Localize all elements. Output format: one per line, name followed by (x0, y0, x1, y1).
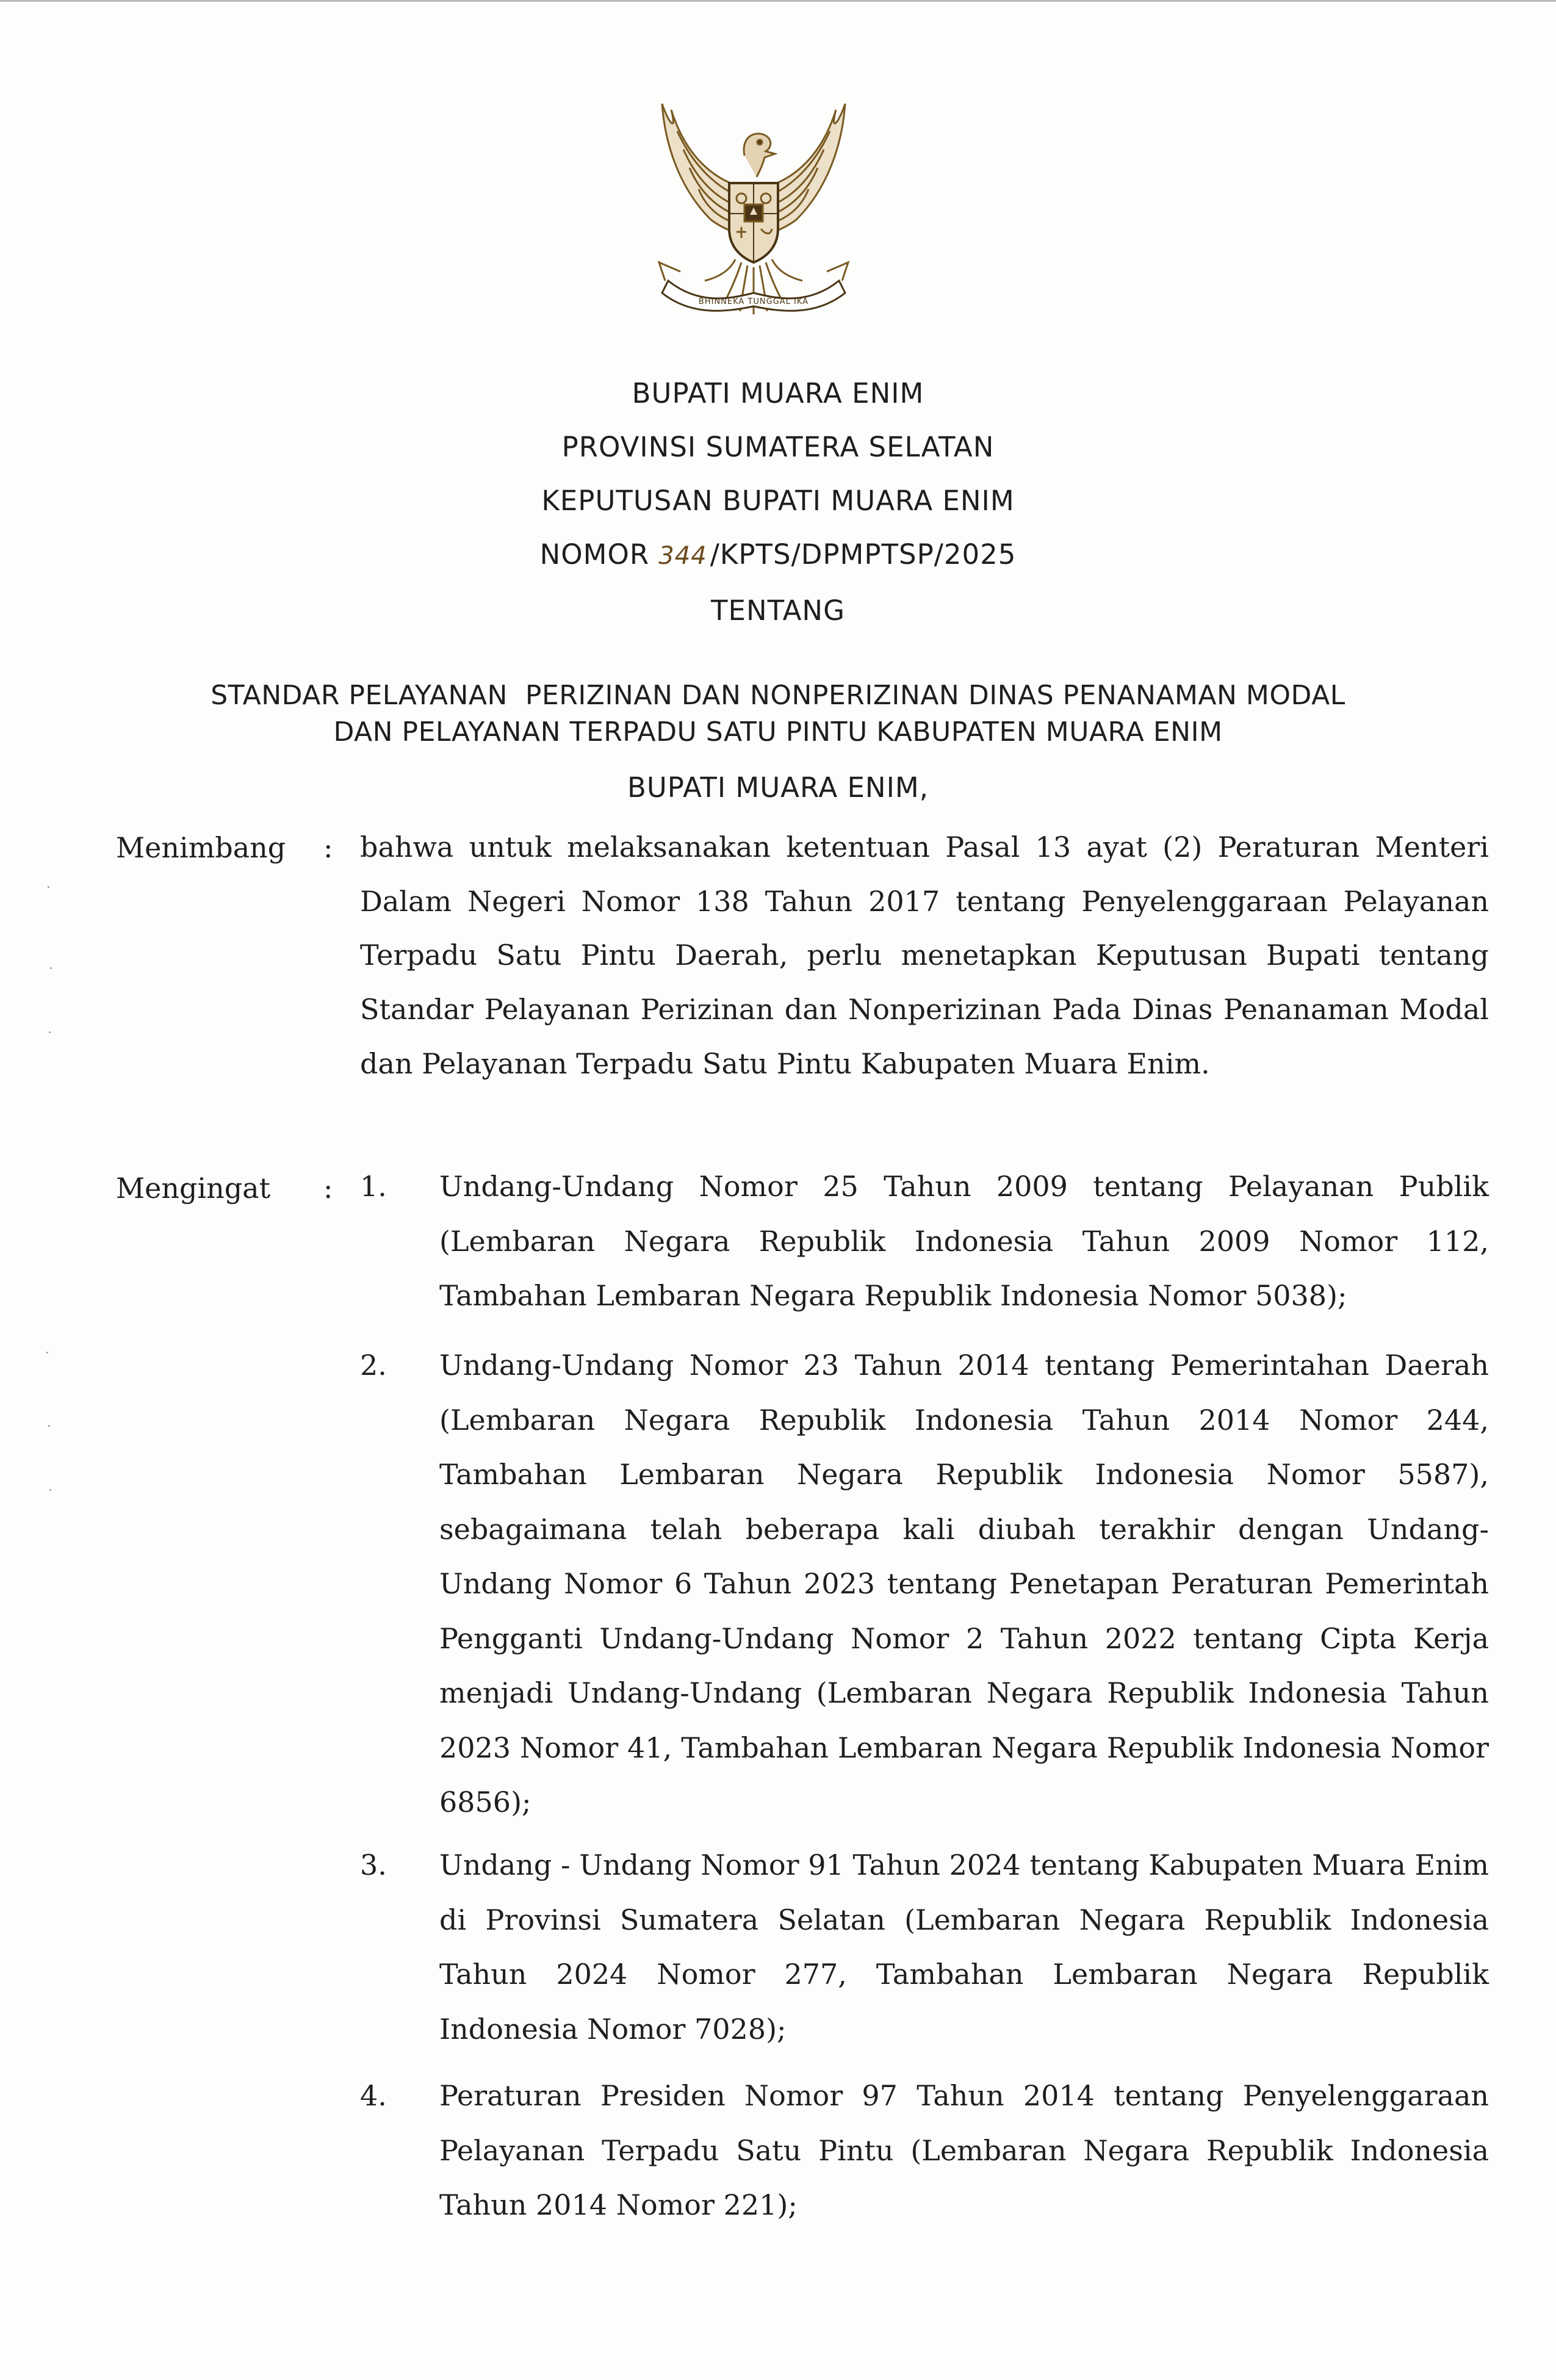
header-bupati: BUPATI MUARA ENIM (632, 377, 924, 409)
header-line-3 (0, 485, 1556, 517)
nomor-suffix: /KPTS/DPMPTSP/2025 (710, 538, 1017, 571)
scan-speck (49, 1489, 51, 1491)
nomor-handwritten: 344 (658, 542, 707, 570)
item-number: 2. (360, 1349, 387, 1382)
header-line-5 (0, 594, 1556, 627)
item-number: 4. (360, 2079, 387, 2112)
emblem-motto: BHINNEKA TUNGGAL IKA (698, 297, 809, 306)
header-keputusan: KEPUTUSAN BUPATI MUARA ENIM (541, 485, 1015, 517)
scan-speck (46, 1352, 48, 1354)
item-text: Undang-Undang Nomor 23 Tahun 2014 tentang Pemerintahan Daerah (Lembaran Negara Republik Indonesia Tahun 2014 Nomor 244, Tambahan Lembaran Negara Republik Indonesia Nomor 5587), sebagaimana telah beberapa kali diubah terakhir dengan Undang-Undang Nomor 6 Tahun 2023 tentang Penetapan Peraturan Pemerintah Pengganti Undang-Undang Nomor 2 Tahun 2022 tentang Cipta Kerja menjadi Undang-Undang (Lembaran Negara Republik Indonesia Tahun 2023 Nomor 41, Tambahan Lembaran Negara Republik Indonesia Nomor 6856); (439, 1349, 1489, 1819)
title-line-1 (0, 680, 1556, 711)
header-line-2 (0, 431, 1556, 463)
issuer-line (0, 771, 1556, 804)
document-title-2: DAN PELAYANAN TERPADU SATU PINTU KABUPATEN MUARA ENIM (333, 716, 1223, 748)
menimbang-text: bahwa untuk melaksanakan ketentuan Pasal 13 ayat (2) Peraturan Menteri Dalam Negeri Nomor 138 Tahun 2017 tentang Penyelenggaraan Pelayanan Terpadu Satu Pintu Daerah, perlu menetapkan Keputusan Bupati tentang Standar Pelayanan Perizinan dan Nonperizinan Pada Dinas Penanaman Modal dan Pelayanan Terpadu Satu Pintu Kabupaten Muara Enim. (360, 831, 1489, 1080)
item-text: Undang-Undang Nomor 25 Tahun 2009 tentang Pelayanan Publik (Lembaran Negara Republik Indonesia Tahun 2009 Nomor 112, Tambahan Lembaran Negara Republik Indonesia Nomor 5038); (439, 1170, 1489, 1312)
scan-top-edge (0, 0, 1556, 2)
item-text: Peraturan Presiden Nomor 97 Tahun 2014 tentang Penyelenggaraan Pelayanan Terpadu Satu Pintu (Lembaran Negara Republik Indonesia Tahun 2014 Nomor 221); (439, 2079, 1489, 2221)
item-number: 1. (360, 1170, 387, 1203)
menimbang-label: Menimbang (116, 831, 286, 864)
nomor-prefix: NOMOR (539, 538, 650, 571)
item-number: 3. (360, 1848, 387, 1881)
header-line-1 (0, 377, 1556, 409)
garuda-emblem-icon (644, 98, 863, 330)
scan-speck (50, 967, 52, 969)
mengingat-label: Mengingat (116, 1172, 271, 1205)
issuer: BUPATI MUARA ENIM, (627, 771, 929, 804)
emblem-drawing (659, 104, 848, 314)
scan-speck (49, 1031, 51, 1033)
title-line-2 (0, 716, 1556, 748)
header-provinsi: PROVINSI SUMATERA SELATAN (561, 431, 995, 463)
scan-speck (48, 886, 49, 888)
menimbang-colon: : (323, 831, 333, 864)
header-nomor (0, 538, 1556, 571)
document-title-1: STANDAR PELAYANAN PERIZINAN DAN NONPERIZINAN DINAS PENANAMAN MODAL (211, 680, 1345, 711)
mengingat-colon: : (323, 1172, 333, 1205)
header-tentang: TENTANG (711, 594, 845, 627)
item-text: Undang - Undang Nomor 91 Tahun 2024 tentang Kabupaten Muara Enim di Provinsi Sumatera Selatan (Lembaran Negara Republik Indonesia Tahun 2024 Nomor 277, Tambahan Lembaran Negara Republik Indonesia Nomor 7028); (439, 1848, 1489, 2046)
scan-speck (48, 1425, 50, 1427)
